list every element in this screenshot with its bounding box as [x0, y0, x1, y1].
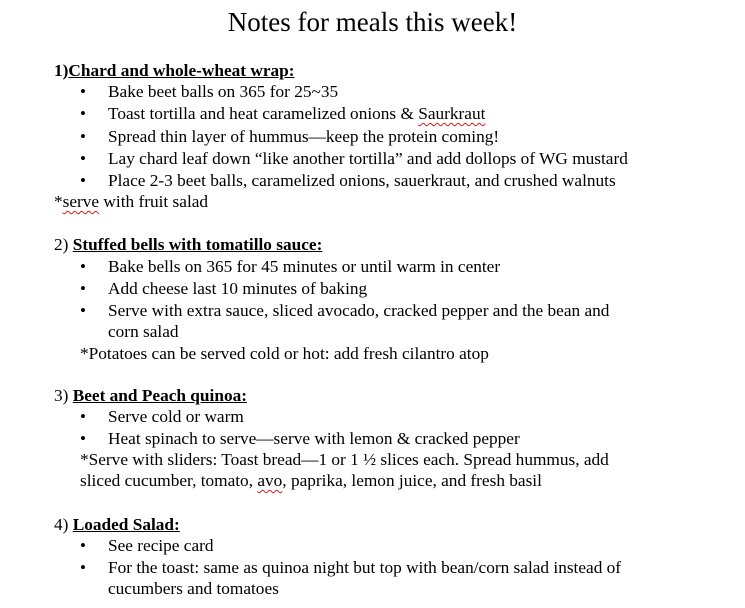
bullet-glyph: •: [80, 149, 86, 168]
list-item: Bake beet balls on 365 for 25~35: [108, 82, 339, 101]
note-text: sliced cucumber, tomato,: [80, 471, 258, 490]
list-item: Add cheese last 10 minutes of baking: [108, 279, 368, 298]
section-number: 3): [54, 386, 73, 405]
misspelled-word: Saurkraut: [418, 104, 486, 123]
bullet-glyph: •: [80, 257, 86, 276]
list-item: Serve cold or warm: [108, 407, 244, 426]
section-3-note-line-1: *Serve with sliders: Toast bread—1 or 1 ½ slices each. Spread hummus, add: [80, 450, 609, 469]
note-text: , paprika, lemon juice, and fresh basil: [282, 471, 542, 490]
bullet-glyph: •: [80, 279, 86, 298]
section-heading: Beet and Peach quinoa:: [72, 386, 247, 405]
list-item-continuation: cucumbers and tomatoes: [108, 579, 279, 598]
bullet-glyph: •: [80, 536, 86, 555]
list-item: [108, 103, 485, 124]
note-prefix: *: [54, 192, 63, 211]
note-text: with fruit salad: [99, 192, 209, 211]
bullet-glyph: •: [80, 82, 86, 101]
section-heading: Loaded Salad:: [72, 515, 180, 534]
list-item-text: Toast tortilla and heat caramelized onions &: [108, 104, 419, 123]
section-1-heading-line: [54, 60, 295, 81]
bullet-glyph: •: [80, 558, 86, 577]
bullet-glyph: •: [80, 301, 86, 320]
section-heading: Chard and whole-wheat wrap:: [68, 61, 295, 80]
list-item: Place 2-3 beet balls, caramelized onions, sauerkraut, and crushed walnuts: [108, 171, 616, 190]
section-1-note: [54, 191, 208, 212]
bullet-glyph: •: [80, 127, 86, 146]
section-3-heading-line: [54, 385, 247, 406]
section-number: 2): [54, 235, 73, 254]
section-number: 4): [54, 515, 73, 534]
list-item: Lay chard leaf down “like another tortilla” and add dollops of WG mustard: [108, 149, 628, 168]
list-item: Serve with extra sauce, sliced avocado, cracked pepper and the bean and: [108, 301, 610, 320]
section-3-note-line-2: [80, 470, 542, 491]
page-title: Notes for meals this week!: [227, 7, 518, 37]
list-item: Heat spinach to serve—serve with lemon & cracked pepper: [108, 429, 520, 448]
list-item: Bake bells on 365 for 45 minutes or until warm in center: [108, 257, 501, 276]
section-heading: Stuffed bells with tomatillo sauce:: [72, 235, 323, 254]
misspelled-word: serve: [62, 192, 100, 211]
list-item-continuation: corn salad: [108, 322, 179, 341]
section-2-heading-line: [54, 234, 322, 255]
bullet-glyph: •: [80, 429, 86, 448]
bullet-glyph: •: [80, 407, 86, 426]
bullet-glyph: •: [80, 171, 86, 190]
list-item: See recipe card: [108, 536, 214, 555]
bullet-glyph: •: [80, 104, 86, 123]
section-4-heading-line: [54, 514, 180, 535]
list-item: Spread thin layer of hummus—keep the protein coming!: [108, 127, 500, 146]
list-item: For the toast: same as quinoa night but top with bean/corn salad instead of: [108, 558, 622, 577]
misspelled-word: avo: [257, 471, 283, 490]
section-number: 1): [54, 61, 69, 80]
section-2-note: *Potatoes can be served cold or hot: add fresh cilantro atop: [80, 344, 489, 363]
